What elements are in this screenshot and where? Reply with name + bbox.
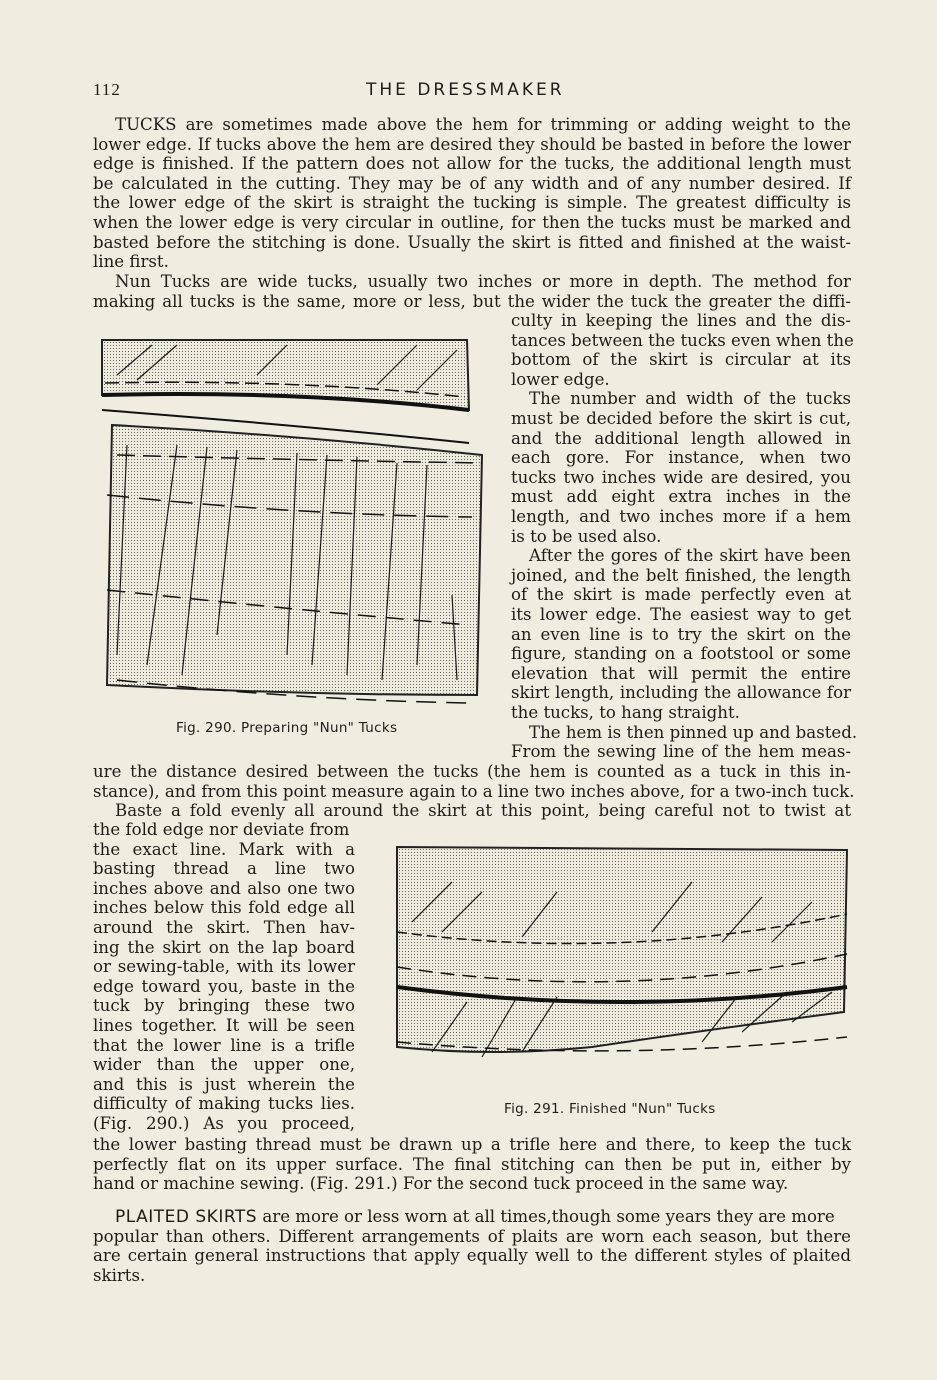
text-line: (Fig. 290.) As you proceed,: [93, 1114, 355, 1133]
text-line: an even line is to try the skirt on the: [511, 624, 851, 644]
text-line: making all tucks is the same, more or less, but the wider the tuck the greater the diffi-: [93, 291, 851, 311]
paragraph-basting: [93, 1135, 851, 1195]
fig-291-illustration: [392, 842, 852, 1092]
running-title: THE DRESSMAKER: [366, 80, 565, 100]
text-line: basting thread a line two: [93, 859, 355, 879]
text-line: bottom of the skirt is circular at its: [511, 350, 851, 370]
text-line: around the skirt. Then hav-: [93, 918, 355, 937]
text-line: wider than the upper one,: [93, 1055, 355, 1075]
page-number: 112: [93, 80, 121, 99]
text-line: tances between the tucks even when the: [511, 330, 854, 350]
fig-290-caption: Fig. 290. Preparing "Nun" Tucks: [176, 720, 398, 736]
text-line: edge toward you, baste in the: [93, 976, 355, 996]
text-line: edge is finished. If the pattern does not allow for the tucks, the additional length must: [93, 154, 851, 174]
text-line: joined, and the belt finished, the length: [511, 565, 851, 585]
text-line: that the lower line is a trifle: [93, 1035, 355, 1055]
text-line: each gore. For instance, when two: [511, 448, 851, 468]
text-line: when the lower edge is very circular in outline, for then the tucks must be marked and: [93, 213, 851, 232]
text-line: popular than others. Different arrangements of plaits are worn each season, but there: [93, 1226, 851, 1246]
paragraph-hem: [93, 762, 855, 802]
text-line: stance), and from this point measure again to a line two inches above, for a two-inch tuck.: [93, 781, 855, 801]
text-line: its lower edge. The easiest way to get: [511, 605, 851, 624]
section-heading: PLAITED SKIRTS: [115, 1207, 258, 1227]
text-line: figure, standing on a footstool or some: [511, 644, 851, 664]
text-line: skirts.: [93, 1265, 146, 1285]
text-line: or sewing-table, with its lower: [93, 957, 355, 977]
text-line: the lower edge of the skirt is straight the tucking is simple. The greatest difficulty is: [93, 193, 851, 213]
text-line: lower edge.: [511, 369, 610, 389]
text-line: of the skirt is made perfectly even at: [511, 585, 851, 605]
text-line: the exact line. Mark with a: [93, 839, 355, 859]
text-line: [115, 1207, 851, 1228]
text-line: is to be used also.: [511, 526, 662, 546]
text-line: lower edge. If tucks above the hem are desired they should be basted in before the lower: [93, 134, 851, 154]
paragraph-tucks: [93, 115, 851, 275]
text-line: After the gores of the skirt have been: [529, 546, 851, 566]
text-line: the fold edge nor deviate from: [93, 820, 350, 839]
text-line: the lower basting thread must be drawn up a trifle here and there, to keep the tuck: [93, 1135, 851, 1154]
text-line: basted before the stitching is done. Usually the skirt is fitted and finished at the waist-: [93, 232, 851, 252]
text-line: inches below this fold edge all: [93, 898, 355, 918]
text-line: hand or machine sewing. (Fig. 291.) For the second tuck proceed in the same way.: [93, 1174, 789, 1194]
text-line: culty in keeping the lines and the dis-: [511, 311, 851, 330]
text-line: ing the skirt on the lap board: [93, 937, 355, 957]
text-line: ure the distance desired between the tucks (the hem is counted as a tuck in this in-: [93, 762, 851, 781]
text-line: must add eight extra inches in the: [511, 487, 851, 507]
text-line: Nun Tucks are wide tucks, usually two inches or more in depth. The method for: [115, 272, 851, 291]
text-line: From the sewing line of the hem meas-: [511, 742, 851, 762]
text-line: tuck by bringing these two: [93, 996, 355, 1016]
text-line: be calculated in the cutting. They may be of any width and of any number desired. If: [93, 173, 851, 193]
paragraph-plaited-skirts: [93, 1207, 851, 1287]
text-line: and this is just wherein the: [93, 1074, 355, 1094]
text-line: are certain general instructions that apply equally well to the different styles of plaited: [93, 1246, 851, 1266]
right-column-text: [511, 311, 858, 771]
text-line: and the additional length allowed in: [511, 428, 851, 448]
paragraph-baste-first: [93, 801, 851, 821]
fig-291-caption: Fig. 291. Finished "Nun" Tucks: [504, 1101, 716, 1117]
text-line: The number and width of the tucks: [529, 389, 851, 409]
text-line: line first.: [93, 252, 169, 272]
text-line: difficulty of making tucks lies.: [93, 1094, 355, 1114]
text-line: tucks two inches wide are desired, you: [511, 467, 851, 487]
text-line: lines together. It will be seen: [93, 1016, 355, 1035]
text-line: perfectly flat on its upper surface. The final stitching can then be put in, either by: [93, 1154, 851, 1174]
text-line: inches above and also one two: [93, 878, 355, 898]
paragraph-nun-tucks: [93, 272, 851, 312]
text-span: are more or less worn at all times,though some years they are more: [257, 1207, 835, 1226]
text-line: length, and two inches more if a hem: [511, 507, 851, 526]
text-line: skirt length, including the allowance for: [511, 683, 851, 703]
text-line: TUCKS are sometimes made above the hem for trimming or adding weight to the: [115, 115, 851, 134]
text-line: The hem is then pinned up and basted.: [529, 722, 858, 742]
text-line: must be decided before the skirt is cut,: [511, 409, 851, 428]
left-column-text: [93, 820, 355, 1138]
text-line: the tucks, to hang straight.: [511, 703, 740, 722]
fig-290-illustration: [97, 335, 489, 720]
text-line: elevation that will permit the entire: [511, 663, 851, 683]
text-line: Baste a fold evenly all around the skirt at this point, being careful not to twist at: [115, 801, 851, 820]
